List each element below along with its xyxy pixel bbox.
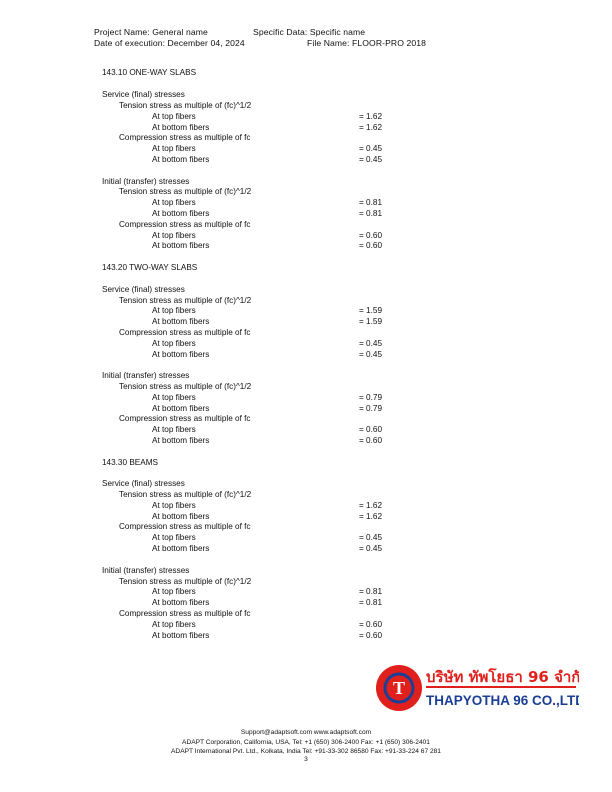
value: = 1.59 [359, 317, 382, 326]
value: = 1.62 [359, 501, 382, 510]
at-bottom-fibers-label: At bottom fibers [152, 404, 210, 413]
at-bottom-fibers-label: At bottom fibers [152, 544, 210, 553]
project-name: Project Name: General name [94, 27, 208, 37]
at-top-fibers-label: At top fibers [152, 112, 196, 121]
tension-stress-label: Tension stress as multiple of (fc)^1/2 [119, 187, 252, 196]
compression-stress-label: Compression stress as multiple of fc [119, 133, 251, 142]
value: = 0.60 [359, 425, 382, 434]
tension-stress-label: Tension stress as multiple of (fc)^1/2 [119, 577, 252, 586]
compression-stress-label: Compression stress as multiple of fc [119, 328, 251, 337]
footer-india-office: ADAPT International Pvt. Ltd., Kolkata, India Tel: +91-33-302 86580 Fax: +91-33-224 67 281 [171, 748, 441, 755]
tension-stress-label: Tension stress as multiple of (fc)^1/2 [119, 490, 252, 499]
tension-stress-label: Tension stress as multiple of (fc)^1/2 [119, 296, 252, 305]
initial-stresses-heading: Initial (transfer) stresses [102, 566, 190, 575]
initial-stresses-heading: Initial (transfer) stresses [102, 177, 190, 186]
at-top-fibers-label: At top fibers [152, 393, 196, 402]
value: = 0.45 [359, 350, 382, 359]
at-bottom-fibers-label: At bottom fibers [152, 209, 210, 218]
value: = 0.45 [359, 339, 382, 348]
compression-stress-label: Compression stress as multiple of fc [119, 414, 251, 423]
value: = 0.60 [359, 631, 382, 640]
at-bottom-fibers-label: At bottom fibers [152, 512, 210, 521]
page-number: 3 [304, 756, 308, 763]
specific-data: Specific Data: Specific name [253, 27, 366, 37]
compression-stress-label: Compression stress as multiple of fc [119, 220, 251, 229]
at-bottom-fibers-label: At bottom fibers [152, 598, 210, 607]
compression-stress-label: Compression stress as multiple of fc [119, 609, 251, 618]
value: = 0.45 [359, 155, 382, 164]
at-top-fibers-label: At top fibers [152, 533, 196, 542]
initial-stresses-heading: Initial (transfer) stresses [102, 371, 190, 380]
section-title: 143.10 ONE-WAY SLABS [102, 68, 197, 77]
at-top-fibers-label: At top fibers [152, 587, 196, 596]
at-bottom-fibers-label: At bottom fibers [152, 436, 210, 445]
at-top-fibers-label: At top fibers [152, 306, 196, 315]
value: = 0.81 [359, 198, 382, 207]
logo-thai-name: บริษัท ทัพโยธา 96 จำกัด [426, 668, 579, 686]
company-logo [373, 661, 579, 715]
value: = 0.60 [359, 620, 382, 629]
at-bottom-fibers-label: At bottom fibers [152, 317, 210, 326]
at-bottom-fibers-label: At bottom fibers [152, 123, 210, 132]
service-stresses-heading: Service (final) stresses [102, 90, 185, 99]
value: = 1.62 [359, 512, 382, 521]
service-stresses-heading: Service (final) stresses [102, 285, 185, 294]
service-stresses-heading: Service (final) stresses [102, 479, 185, 488]
value: = 1.62 [359, 112, 382, 121]
section-title: 143.30 BEAMS [102, 458, 158, 467]
tension-stress-label: Tension stress as multiple of (fc)^1/2 [119, 101, 252, 110]
at-bottom-fibers-label: At bottom fibers [152, 155, 210, 164]
section-title: 143.20 TWO-WAY SLABS [102, 263, 198, 272]
footer-us-office: ADAPT Corporation, California, USA, Tel: +1 (650) 306-2400 Fax: +1 (650) 306-2401 [182, 739, 430, 746]
at-bottom-fibers-label: At bottom fibers [152, 631, 210, 640]
value: = 0.45 [359, 144, 382, 153]
compression-stress-label: Compression stress as multiple of fc [119, 522, 251, 531]
at-top-fibers-label: At top fibers [152, 339, 196, 348]
logo-english-name: THAPYOTHA 96 CO.,LTD. [426, 693, 579, 708]
at-top-fibers-label: At top fibers [152, 425, 196, 434]
value: = 1.59 [359, 306, 382, 315]
at-bottom-fibers-label: At bottom fibers [152, 241, 210, 250]
logo-letter: T [392, 678, 406, 698]
at-bottom-fibers-label: At bottom fibers [152, 350, 210, 359]
at-top-fibers-label: At top fibers [152, 144, 196, 153]
at-top-fibers-label: At top fibers [152, 501, 196, 510]
value: = 0.60 [359, 436, 382, 445]
at-top-fibers-label: At top fibers [152, 620, 196, 629]
value: = 0.45 [359, 544, 382, 553]
value: = 0.45 [359, 533, 382, 542]
at-top-fibers-label: At top fibers [152, 231, 196, 240]
footer-support: Support@adaptsoft.com www.adaptsoft.com [240, 729, 372, 736]
tension-stress-label: Tension stress as multiple of (fc)^1/2 [119, 382, 252, 391]
value: = 0.60 [359, 241, 382, 250]
value: = 0.81 [359, 587, 382, 596]
value: = 0.81 [359, 209, 382, 218]
value: = 0.79 [359, 393, 382, 402]
file-name: File Name: FLOOR-PRO 2018 [307, 38, 427, 48]
execution-date: Date of execution: December 04, 2024 [94, 38, 245, 48]
value: = 1.62 [359, 123, 382, 132]
value: = 0.79 [359, 404, 382, 413]
value: = 0.81 [359, 598, 382, 607]
value: = 0.60 [359, 231, 382, 240]
at-top-fibers-label: At top fibers [152, 198, 196, 207]
